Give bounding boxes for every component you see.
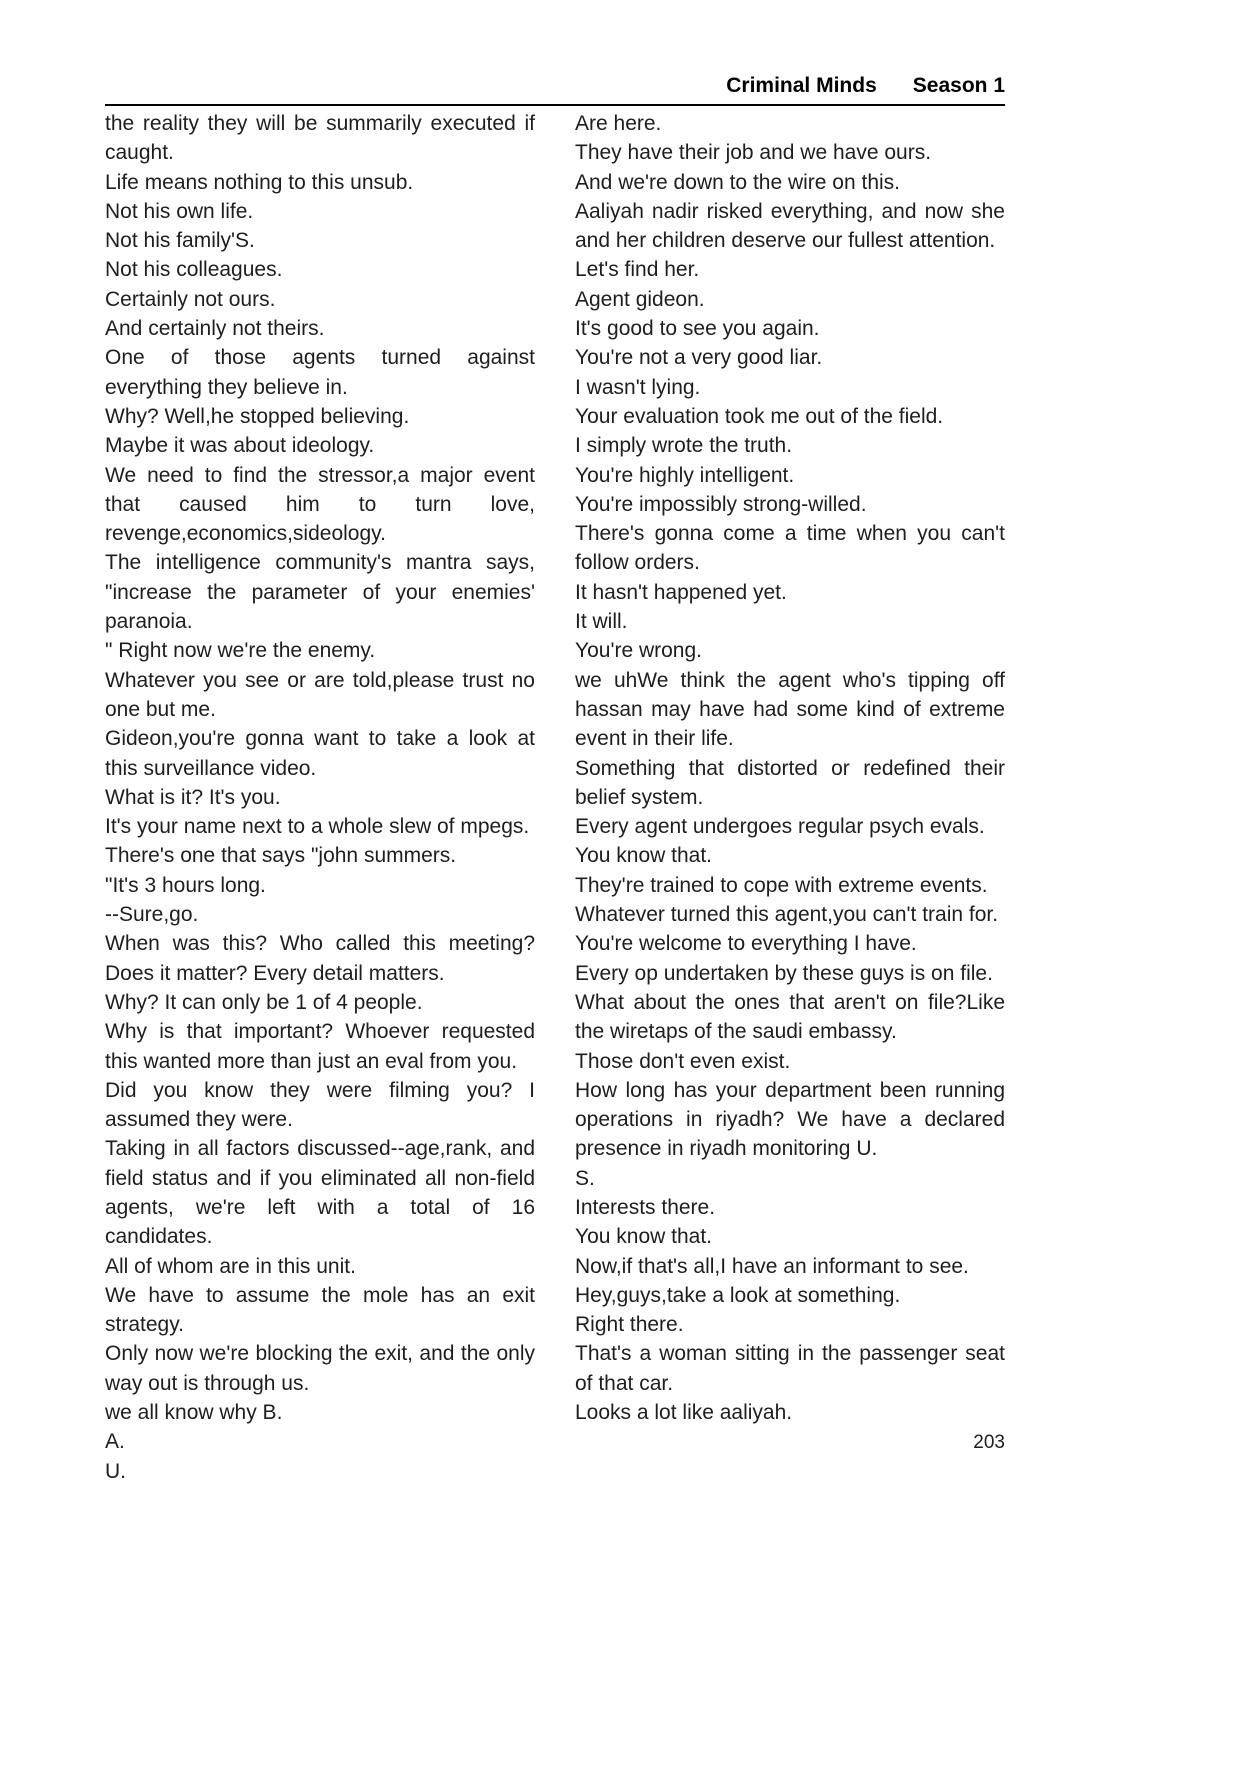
dialogue-line: The intelligence community's mantra says, "increase the parameter of your enemies' paranoia. [105,551,535,634]
dialogue-line: Why is that important? Whoever requested this wanted more than just an eval from you. [105,1020,535,1073]
dialogue-line: What about the ones that aren't on file?Like the wiretaps of the saudi embassy. [575,990,1005,1044]
page-header [105,74,1005,106]
dialogue-line: You're welcome to everything I have. [575,932,917,956]
dialogue-line: Why? It can only be 1 of 4 people. [105,990,423,1014]
dialogue-line: " Right now we're the enemy. [105,639,376,663]
right-column [575,109,1005,1486]
dialogue-line: You're not a very good liar. [575,346,823,370]
dialogue-line: I wasn't lying. [575,375,701,399]
header-title: Criminal Minds [726,74,877,97]
dialogue-line: Every agent undergoes regular psych evals. [575,815,985,839]
dialogue-line: "It's 3 hours long. [105,873,266,897]
dialogue-line: Now,if that's all,I have an informant to see. [575,1254,969,1278]
dialogue-line: Only now we're blocking the exit, and the only way out is through us. [105,1342,535,1395]
dialogue-line: Aaliyah nadir risked everything, and now she and her children deserve our fullest attention. [575,199,1005,253]
dialogue-line: S. [575,1166,595,1190]
header-season: Season 1 [912,74,1005,97]
dialogue-line: we all know why B. [105,1401,283,1425]
dialogue-line: Life means nothing to this unsub. [105,170,414,194]
dialogue-line: You know that. [575,844,712,868]
dialogue-line: Certainly not ours. [105,287,276,311]
dialogue-line: Whatever you see or are told,please trust no one but me. [105,668,535,721]
dialogue-line: A. [105,1430,125,1454]
dialogue-line: You're highly intelligent. [575,463,795,487]
dialogue-line: Hey,guys,take a look at something. [575,1283,901,1307]
dialogue-line: Interests there. [575,1195,716,1219]
dialogue-line: Looks a lot like aaliyah. [575,1401,793,1425]
dialogue-line: We need to find the stressor,a major event that caused him to turn love, revenge,economics,sideology. [105,463,535,546]
dialogue-line: They have their job and we have ours. [575,141,932,165]
dialogue-line: Your evaluation took me out of the field. [575,404,944,428]
dialogue-line: It's good to see you again. [575,317,820,341]
dialogue-line: It hasn't happened yet. [575,580,787,604]
dialogue-line: We have to assume the mole has an exit strategy. [105,1283,535,1337]
dialogue-line: It will. [575,610,628,634]
left-column [105,109,535,1486]
dialogue-line: You know that. [575,1225,712,1249]
dialogue-line: U. [105,1459,126,1483]
dialogue-line: Taking in all factors discussed--age,rank, and field status and if you eliminated all non-field agents, we're left with a total of 16 candidates. [105,1137,535,1249]
dialogue-line: When was this? Who called this meeting? Does it matter? Every detail matters. [105,932,535,985]
dialogue-line: Whatever turned this agent,you can't train for. [575,903,999,927]
dialogue-line: And we're down to the wire on this. [575,170,901,194]
dialogue-line: Let's find her. [575,258,700,282]
dialogue-line: And certainly not theirs. [105,317,325,341]
dialogue-line: the reality they will be summarily executed if caught. [105,112,535,165]
dialogue-line: There's one that says "john summers. [105,844,457,868]
dialogue-line: Not his own life. [105,199,254,223]
dialogue-line: They're trained to cope with extreme events. [575,873,988,897]
dialogue-line: Did you know they were filming you? I assumed they were. [105,1078,535,1132]
dialogue-line: That's a woman sitting in the passenger seat of that car. [575,1342,1005,1395]
dialogue-line: There's gonna come a time when you can't follow orders. [575,522,1005,575]
dialogue-line: One of those agents turned against everything they believe in. [105,346,535,399]
dialogue-line: You're impossibly strong-willed. [575,492,867,516]
dialogue-line: Are here. [575,112,662,135]
dialogue-line: we uhWe think the agent who's tipping off hassan may have had some kind of extreme event in their life. [575,668,1005,751]
page-number: 203 [973,1432,1005,1453]
dialogue-line: --Sure,go. [105,903,199,927]
dialogue-line: Every op undertaken by these guys is on file. [575,961,993,985]
dialogue-line: Those don't even exist. [575,1049,791,1073]
dialogue-line: What is it? It's you. [105,785,281,809]
dialogue-line: How long has your department been running operations in riyadh? We have a declared presence in riyadh monitoring U. [575,1078,1005,1161]
dialogue-line: It's your name next to a whole slew of mpegs. [105,815,530,839]
dialogue-line: All of whom are in this unit. [105,1254,356,1278]
dialogue-line: Something that distorted or redefined their belief system. [575,756,1005,809]
dialogue-line: Not his family'S. [105,229,255,253]
dialogue-line: Agent gideon. [575,287,705,311]
dialogue-line: Why? Well,he stopped believing. [105,404,410,428]
dialogue-line: I simply wrote the truth. [575,434,793,458]
dialogue-line: Maybe it was about ideology. [105,434,375,458]
transcript-columns [105,109,1005,1486]
dialogue-line: You're wrong. [575,639,702,663]
dialogue-line: Right there. [575,1313,684,1337]
dialogue-line: Not his colleagues. [105,258,283,282]
dialogue-line: Gideon,you're gonna want to take a look at this surveillance video. [105,727,535,780]
